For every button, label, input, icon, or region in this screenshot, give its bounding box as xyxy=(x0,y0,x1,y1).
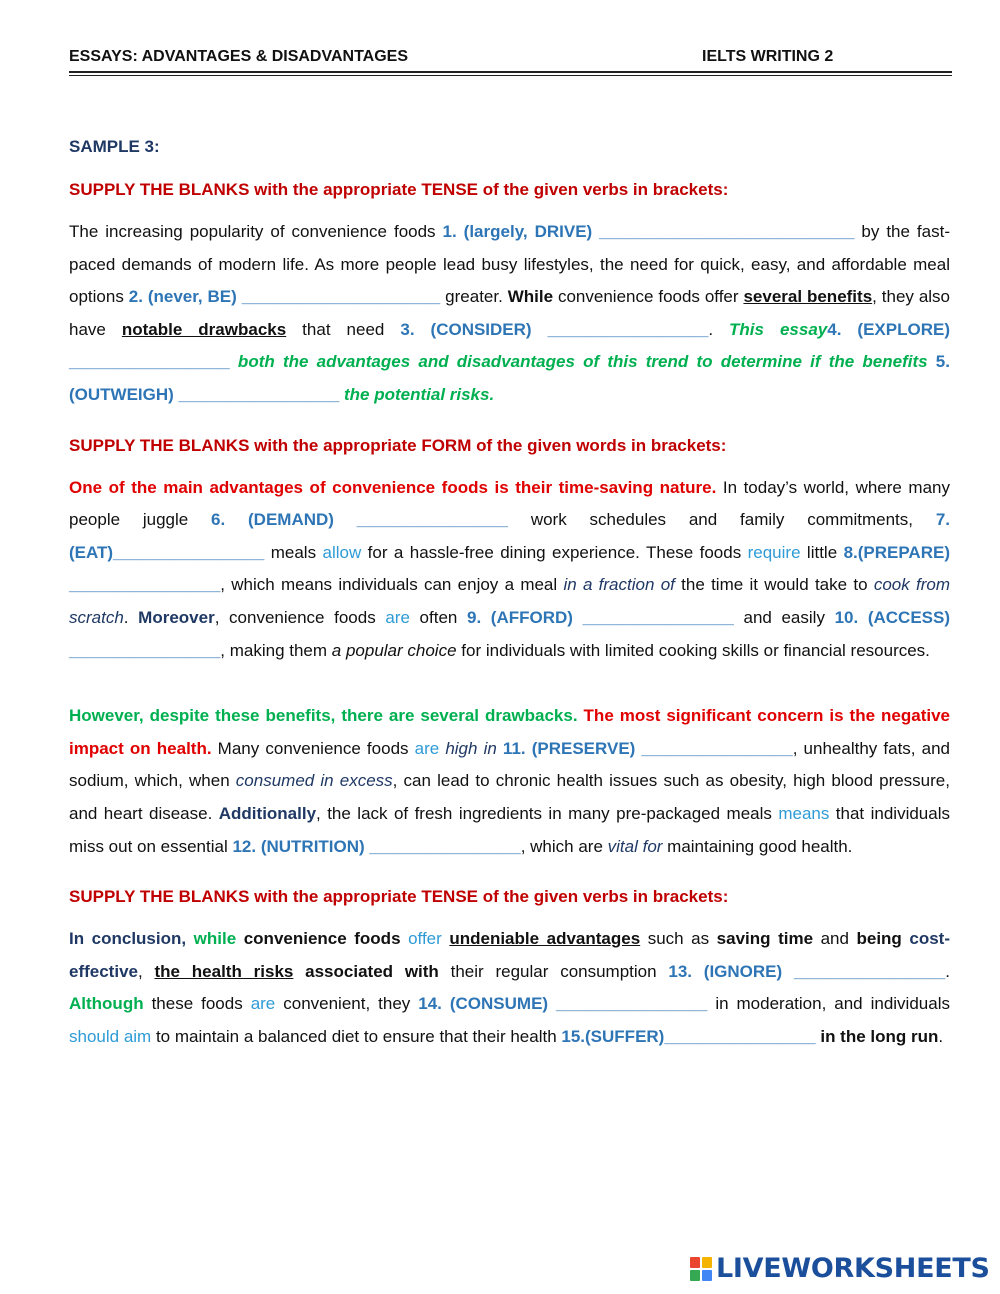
blank-12-nutrition[interactable]: 12. (NUTRITION) ________________ xyxy=(232,836,521,856)
blank-6-demand[interactable]: 6. (DEMAND) ________________ xyxy=(211,510,509,530)
blank-11-preserve[interactable]: 11. (PRESERVE) ________________ xyxy=(496,738,793,758)
liveworksheets-logo xyxy=(690,1252,990,1286)
logo-square-icon xyxy=(690,1270,700,1281)
header-course: IELTS WRITING 2 xyxy=(702,48,834,65)
logo-square-icon xyxy=(702,1257,712,1268)
page-header xyxy=(69,48,952,72)
header-rule-thick xyxy=(69,71,952,73)
blank-15-suffer[interactable]: 15.(SUFFER)________________ xyxy=(561,1026,816,1046)
blank-7-eat[interactable]: 7.(EAT)________________ xyxy=(69,510,950,562)
blank-14-consume[interactable]: 14. (CONSUME) ________________ xyxy=(418,994,708,1014)
paragraph-introduction: The increasing popularity of convenience foods 1. (largely, DRIVE) ___________________________ by the fast-paced demands of modern life. As more people lead busy lifestyles, the need for quick, easy, and affordable meal options 2. (never, BE) _____________________ greater. While convenience foods offer several benefits, they also have notable drawbacks that need 3. (CONSIDER) _________________. This essay4. (EXPLORE) _________________ both the advantages and disadvantages of this trend to determine if the benefits 5. (OUTWEIGH) _________________ the potential risks. xyxy=(69,222,951,404)
header-rule-thin xyxy=(69,75,952,76)
sample-title: SAMPLE 3: xyxy=(69,137,160,156)
paragraph-drawbacks: However, despite these benefits, there are several drawbacks. The most significant concern is the negative impact on health. Many convenience foods are high in 11. (PRESERVE) ________________, unhealthy fats, and sodium, which, when consumed in excess, can lead to chronic health issues such as obesity, high blood pressure, and heart disease. Additionally, the lack of fresh ingredients in many pre-packaged meals means that individuals miss out on essential 12. (NUTRITION) ________________, which are vital for maintaining good health. xyxy=(69,706,950,856)
blank-13-ignore[interactable]: 13. (IGNORE) ________________ xyxy=(668,961,946,981)
blank-10-access[interactable]: 10. (ACCESS) ________________ xyxy=(69,607,951,660)
blank-4-explore[interactable]: 4. (EXPLORE) _________________ xyxy=(69,319,950,372)
liveworksheets-mark-icon xyxy=(690,1257,712,1281)
logo-wordmark: LIVEWORKSHEETS xyxy=(716,1253,990,1284)
blank-1-drive[interactable]: 1. (largely, DRIVE) ___________________________ xyxy=(442,222,855,241)
logo-square-icon xyxy=(702,1270,712,1281)
blank-9-afford[interactable]: 9. (AFFORD) ________________ xyxy=(467,607,734,627)
instruction-form: SUPPLY THE BLANKS with the appropriate FORM of the given words in brackets: xyxy=(69,435,727,455)
header-title: ESSAYS: ADVANTAGES & DISADVANTAGES xyxy=(69,48,409,65)
instruction-tense-1: SUPPLY THE BLANKS with the appropriate TENSE of the given verbs in brackets: xyxy=(69,180,729,199)
blank-2-be[interactable]: 2. (never, BE) _____________________ xyxy=(128,287,441,307)
worksheet-content xyxy=(69,136,950,1053)
instruction-tense-2: SUPPLY THE BLANKS with the appropriate TENSE of the given verbs in brackets: xyxy=(69,887,729,907)
logo-square-icon xyxy=(690,1257,700,1268)
paragraph-advantages: One of the main advantages of convenience foods is their time-saving nature. In today’s world, where many people juggle 6. (DEMAND) ________________ work schedules and family commitments, 7.(EAT)________________ meals allow for a hassle-free dining experience. These foods require little 8.(PREPARE) ________________, which means individuals can enjoy a meal in a fraction of the time it would take to cook from scratch. Moreover, convenience foods are often 9. (AFFORD) ________________ and easily 10. (ACCESS) ________________, making them a popular choice for individuals with limited cooking skills or financial resources. xyxy=(69,477,951,660)
blank-3-consider[interactable]: 3. (CONSIDER) _________________ xyxy=(400,319,709,339)
blank-8-prepare[interactable]: 8.(PREPARE) ________________ xyxy=(69,542,950,595)
blank-5-outweigh[interactable]: 5. (OUTWEIGH) _________________ xyxy=(69,352,950,404)
paragraph-conclusion: In conclusion, while convenience foods offer undeniable advantages such as saving time and being cost-effective, the health risks associated with their regular consumption 13. (IGNORE) ________________. Although these foods are convenient, they 14. (CONSUME) ________________ in moderation, and individuals should aim to maintain a balanced diet to ensure that their health 15.(SUFFER)________________ in the long run. xyxy=(69,929,950,1046)
